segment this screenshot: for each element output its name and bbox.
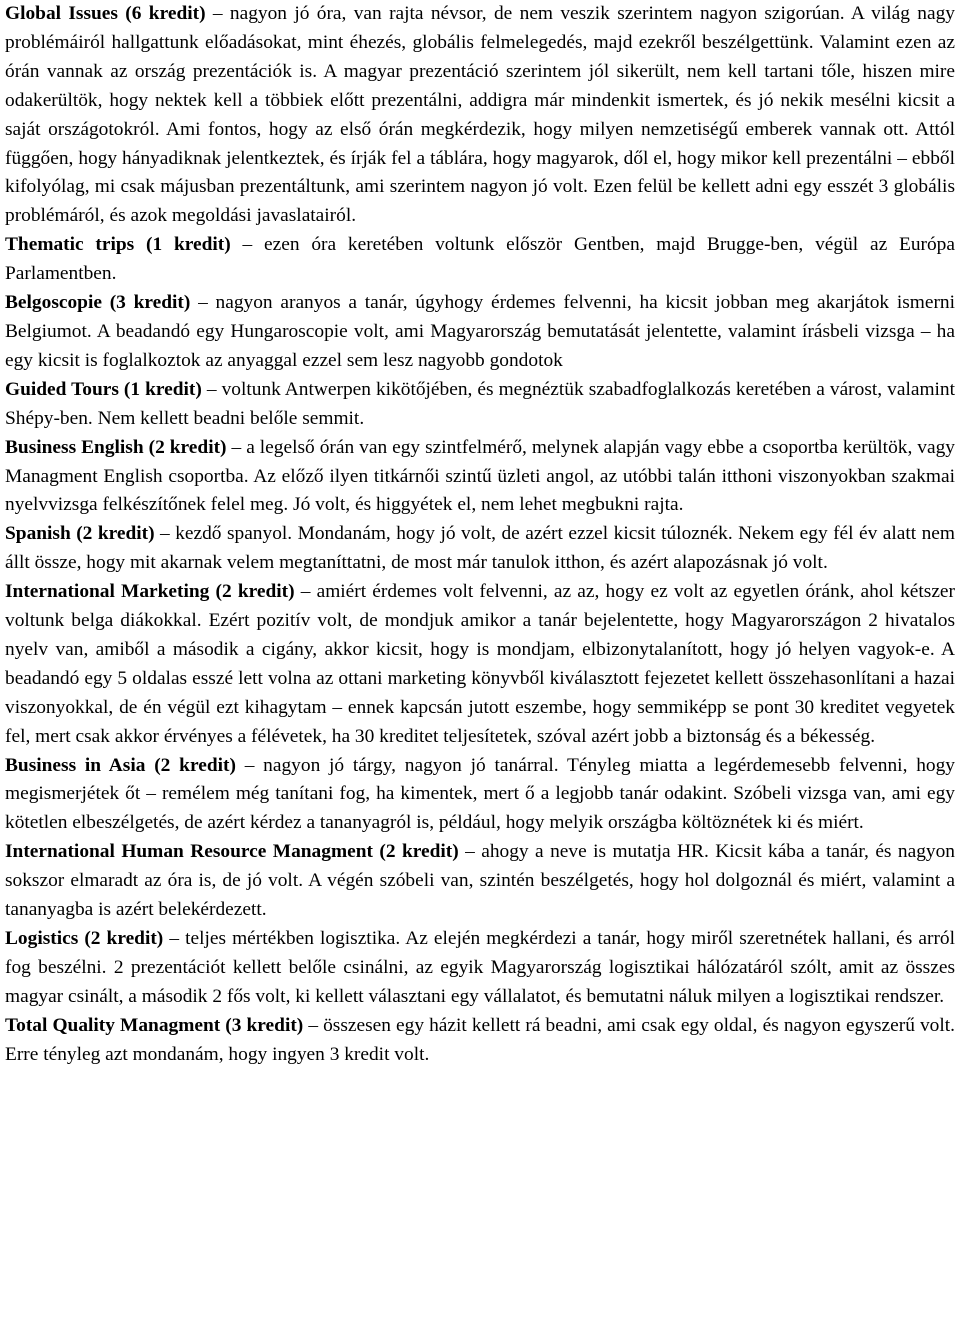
- course-title: Total Quality Managment (3 kredit): [5, 1014, 304, 1036]
- course-description: – nagyon jó óra, van rajta névsor, de nem veszik szerintem nagyon szigorúan. A világ nagy problémáiról hallgattunk előadásokat, mint éhezés, globális felmelegedés, majd ezekről beszélgettünk. Valamint ezen az órán vannak az ország prezentációk is. A magyar prezentáció szerintem jól sikerült, nem kell tartani tőle, hiszen mire odakerültök, hogy nektek kell a többiek előtt prezentálni, addigra már mindenkit ismertek, és jó nekik mesélni kicsit a saját országotokról. Ami fontos, hogy az első órán megkérdezik, hogy milyen nemzetiségű emberek vannak ott. Attól függően, hogy hányadiknak jelentkeztek, és írják fel a táblára, hogy magyarok, dől el, hogy mikor kell prezentálni – ebből kifolyólag, mi csak májusban prezentáltunk, ami szerintem nagyon jó volt. Ezen felül be kellett adni egy esszét 3 globális problémáról, és azok megoldási javaslatairól.: [5, 3, 955, 227]
- course-description: – teljes mértékben logisztika. Az elején megkérdezi a tanár, hogy miről szeretnétek hallani, és arról fog beszélni. 2 prezentációt kellett belőle csinálni, az egyik Magyarország logisztikai hálózatáról szólt, amit az összes magyar csinált, a második 2 fős volt, ki kellett választani egy vállalatot, és bemutatni náluk milyen a logisztikai rendszer.: [5, 928, 956, 1007]
- paragraph-international-hr: [5, 838, 955, 925]
- course-title: International Marketing (2 kredit): [5, 581, 295, 603]
- course-description: – voltunk Antwerpen kikötőjében, és megnéztük szabadfoglalkozás keretében a várost, valamint Shépy-ben. Nem kellett beadni belőle semmit.: [5, 378, 955, 429]
- course-title: Thematic trips (1 kredit): [5, 234, 231, 256]
- course-title: International Human Resource Managment (2 kredit): [5, 841, 459, 863]
- course-description: – nagyon jó tárgy, nagyon jó tanárral. Tényleg miatta a legérdemesebb felvenni, hogy megismerjétek őt – remélem még tanítani fog, ha kimentek, mert ő a legjobb tanár odakint. Szóbeli vizsga van, ami egy kötetlen elbeszélgetés, de azért kérdez a tananyagról is, például, hogy melyik országba költöznétek ki és miért.: [5, 754, 955, 834]
- course-title: Global Issues (6 kredit): [5, 3, 206, 24]
- course-title: Business English (2 kredit): [5, 436, 227, 458]
- course-description: – ahogy a neve is mutatja HR. Kicsit kába a tanár, és nagyon sokszor elmaradt az óra is, de jó volt. A végén szóbeli van, szintén beszélgetés, hogy hol dolgoznál és miért, valamint a tananyagba is azért belekérdezett.: [5, 841, 955, 921]
- course-title: Logistics (2 kredit): [5, 928, 164, 949]
- paragraph-business-in-asia: [5, 752, 955, 839]
- paragraph-thematic-trips: [5, 231, 955, 289]
- course-title: Business in Asia (2 kredit): [5, 754, 236, 776]
- paragraph-business-english: [5, 434, 955, 521]
- paragraph-guided-tours: [5, 376, 955, 434]
- course-title: Spanish (2 kredit): [5, 523, 155, 545]
- paragraph-belgoscopie: [5, 289, 955, 376]
- paragraph-global-issues: [5, 0, 955, 231]
- paragraph-spanish: [5, 520, 955, 578]
- course-description: – ezen óra keretében voltunk először Gentben, majd Brugge-ben, végül az Európa Parlamentben.: [5, 234, 955, 285]
- course-title: Belgoscopie (3 kredit): [5, 292, 191, 314]
- course-description: – összesen egy házit kellett rá beadni, ami csak egy oldal, és nagyon egyszerű volt. Erre tényleg azt mondanám, hogy ingyen 3 kredit volt.: [5, 1014, 955, 1065]
- course-description: – kezdő spanyol. Mondanám, hogy jó volt, de azért ezzel kicsit túloznék. Nekem egy fél év alatt nem állt össze, hogy mit akarnak velem megtaníttatni, de most már tanulok itthon, és azért alapozásnak jó volt.: [5, 523, 955, 574]
- course-description: – nagyon aranyos a tanár, úgyhogy érdemes felvenni, ha kicsit jobban meg akarjátok ismerni Belgiumot. A beadandó egy Hungaroscopie volt, ami Magyarország bemutatását jelentette, valamint írásbeli vizsga – ha egy kicsit is foglalkoztok az anyaggal ezzel sem lesz nagyobb gondotok: [5, 292, 955, 371]
- document-page: [5, 0, 955, 1070]
- course-description: – amiért érdemes volt felvenni, az az, hogy ez volt az egyetlen óránk, ahol kétszer voltunk belga diákokkal. Ezért pozitív volt, de mondjuk amikor a tanár bejelentette, hogy Magyarországon 2 hivatalos nyelv van, amiből a második a cigány, akkor kicsit, hogy is mondjam, elbizonytalanított, hogy jó helyen vagyok-e. A beadandó egy 5 oldalas esszé lett volna az ottani marketing könyvből kiválasztott fejezetet kellett összehasonlítani a hazai viszonyokkal, de én végül ezt kihagytam – ennek kapcsán jutott eszembe, hogy semmiképp se pont 30 kreditet vegyetek fel, mert csak akkor érvényes a félévetek, ha 30 kreditet teljesítetek, szóval azért jobb a biztonság és a békesség.: [5, 581, 955, 747]
- paragraph-logistics: [5, 925, 955, 1012]
- course-title: Guided Tours (1 kredit): [5, 378, 202, 400]
- course-description: – a legelső órán van egy szintfelmérő, melynek alapján vagy ebbe a csoportba kerültök, vagy Managment English csoportba. Az előző ilyen titkárnői szintű üzleti angol, az utóbbi talán itthoni viszonyokban szakmai nyelvvizsga felkészítőnek felel meg. Jó volt, és higgyétek el, nem lehet megbukni rajta.: [5, 436, 955, 516]
- paragraph-total-quality-managment: [5, 1012, 955, 1070]
- paragraph-international-marketing: [5, 578, 955, 751]
